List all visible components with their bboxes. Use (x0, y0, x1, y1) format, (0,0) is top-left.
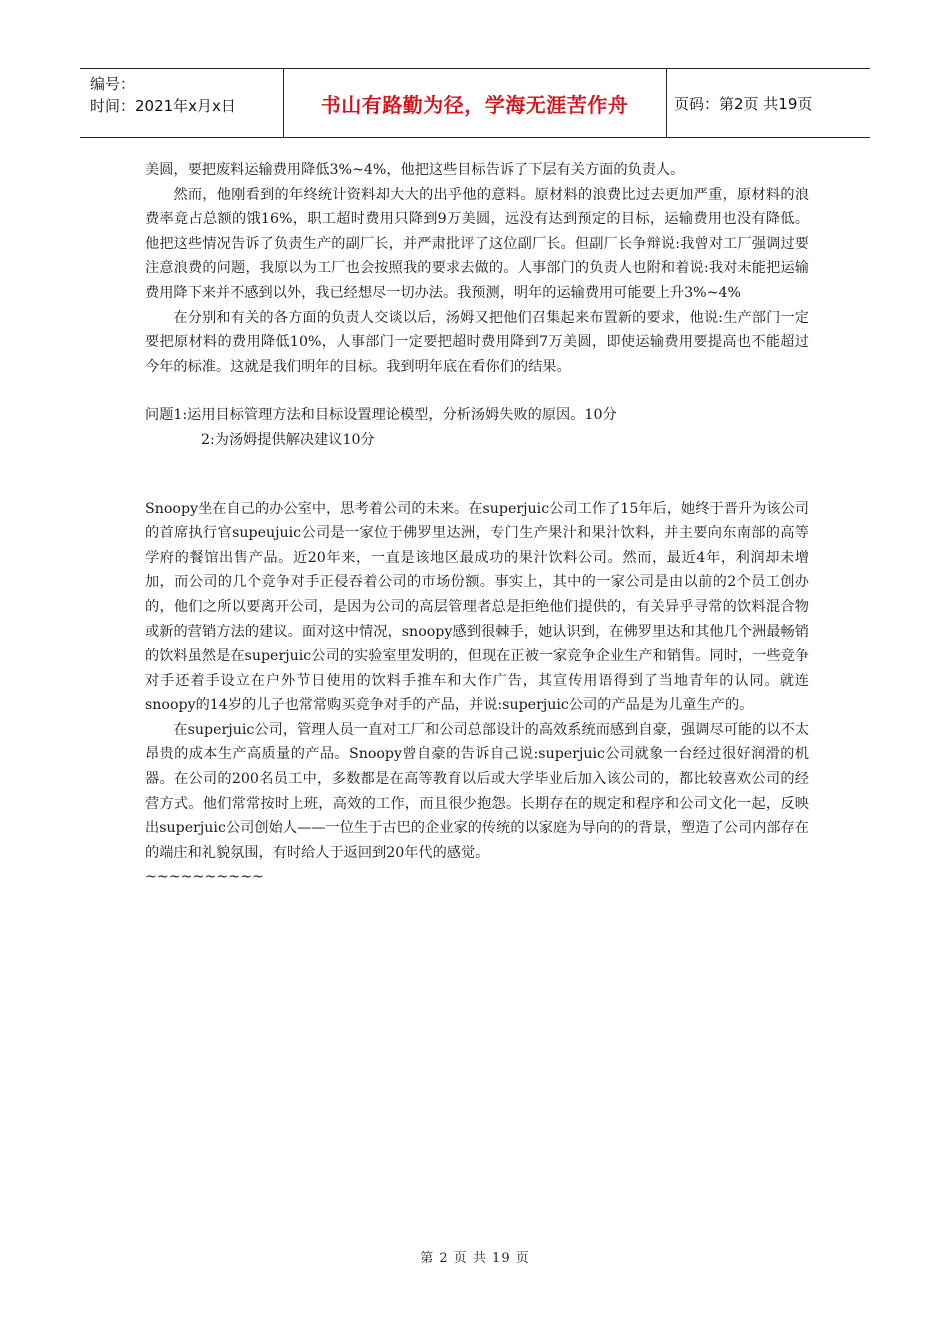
paragraph: Snoopy坐在自己的办公室中，思考着公司的未来。在superjuic公司工作了15年后，她终于晋升为该公司的首席执行官supeujuic公司是一家位于佛罗里达洲，专门生产果汁和果汁饮料，并主要向东南部的高等学府的餐馆出售产品。近20年来，一直是该地区最成功的果汁饮料公司。然而，最近4年，利润却未增加，而公司的几个竞争对手正侵吞着公司的市场份额。事实上，其中的一家公司是由以前的2个员工创办的，他们之所以要离开公司，是因为公司的高层管理者总是拒绝他们提供的，有关异乎寻常的饮料混合物或新的营销方法的建议。面对这中情况，snoopy感到很棘手，她认识到，在佛罗里达和其他几个洲最畅销的饮料虽然是在superjuic公司的实验室里发明的，但现在正被一家竞争企业生产和销售。同时，一些竞争对手还着手设立在户外节日使用的饮料手推车和大作广告，其宣传用语得到了当地青年的认同。就连snoopy的14岁的儿子也常常购买竞争对手的产品，并说:superjuic公司的产品是为儿童生产的。 (145, 500, 809, 714)
question-1: 问题1:运用目标管理方法和目标设置理论模型，分析汤姆失败的原因。10分 (145, 407, 617, 424)
paragraph: 美圆，要把废料运输费用降低3%~4%，他把这些目标告诉了下层有关方面的负责人。 (145, 162, 685, 178)
page-footer: 第 2 页 共 19 页 (420, 1251, 530, 1266)
spacer (145, 453, 809, 497)
document-number-label: 编号： (90, 75, 136, 93)
page-header (80, 68, 870, 138)
header-motto: 书山有路勤为径，学海无涯苦作舟 (320, 92, 629, 117)
tilde-separator: ~~~~~~~~~~ (145, 869, 264, 886)
paragraph: 在superjuic公司，管理人员一直对工厂和公司总部设计的高效系统而感到自豪，强调尽可能的以不太 昂贵的成本生产高质量的产品。Snoopy曾自豪的告诉自己说:superjuic公司就象一台经过很好润滑的机器。在公司的200名员工中，多数都是在高等教育以后或大学毕业后加入该公司的，都比较喜欢公司的经营方式。他们常常按时上班，高效的工作，而且很少抱怨。长期存在的规定和程序和公司文化一起，反映出superjuic公司创始人——一位生于古巴的企业家的传统的以家庭为导向的的背景，塑造了公司内部存在的端庄和礼貌氛围，有时给人于返回到20年代的感觉。 (145, 721, 809, 861)
document-body (145, 158, 809, 890)
question-2: 2:为汤姆提供解决建议10分 (201, 431, 375, 448)
paragraph: 然而，他刚看到的年终统计资料却大大的出乎他的意料。原材料的浪费比过去更加严重，原材料的浪费率竟占总额的饿16%，职工超时费用只降到9万美圆，远没有达到预定的目标，运输费用也没有降低。他把这些情况告诉了负责生产的副厂长，并严肃批评了这位副厂长。但副厂长争辩说:我曾对工厂强调过要注意浪费的问题，我原以为工厂也会按照我的要求去做的。人事部门的负责人也附和着说:我对未能把运输费用降下来并不感到以外，我已经想尽一切办法。我预测，明年的运输费用可能要上升3%~4% (145, 186, 809, 301)
header-meta (90, 73, 236, 117)
paragraph: 在分别和有关的各方面的负责人交谈以后，汤姆又把他们召集起来布置新的要求，他说:生产部门一定要把原材料的费用降低10%，人事部门一定要把超时费用降到7万美圆，即使运输费用要提高也不能超过今年的标准。这就是我们明年的目标。我到明年底在看你们的结果。 (145, 309, 809, 375)
spacer (145, 379, 809, 403)
document-date-label: 时间：2021年x月x日 (90, 97, 236, 115)
header-page-number: 页码：第2页 共19页 (674, 94, 813, 113)
